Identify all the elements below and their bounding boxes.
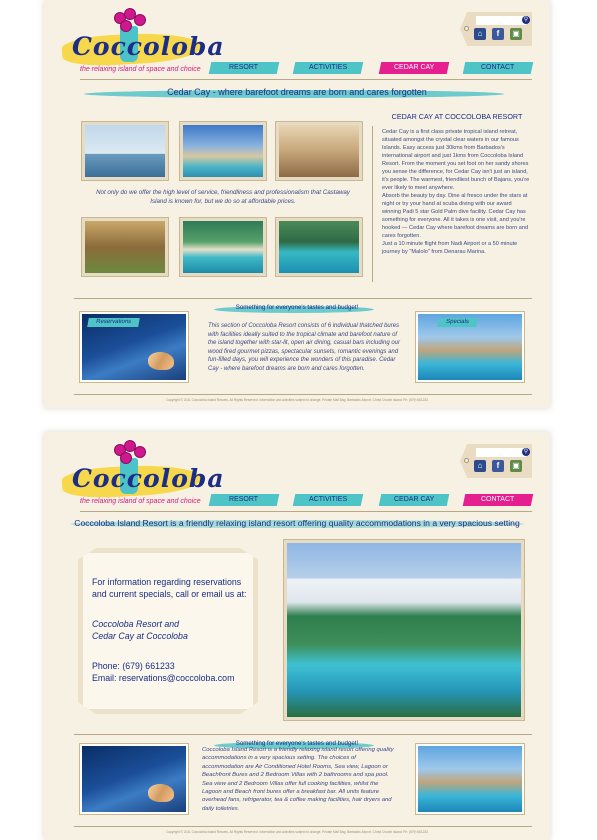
- nav-divider: [80, 79, 532, 80]
- sidebar-divider: [372, 126, 373, 282]
- search-icon[interactable]: ⚲: [523, 449, 529, 455]
- camera-icon[interactable]: ▣: [510, 460, 522, 472]
- facebook-icon[interactable]: f: [492, 28, 504, 40]
- search-icon[interactable]: ⚲: [523, 17, 529, 23]
- nav-contact[interactable]: CONTACT: [463, 62, 534, 74]
- something-title: Something for everyone's tastes and budget!: [235, 304, 359, 311]
- footer-divider: [74, 826, 532, 827]
- photo-hotel[interactable]: [180, 122, 266, 180]
- nav-resort[interactable]: RESORT: [209, 494, 280, 506]
- about-paragraph: Just a 10 minute flight from Nadi Airport or a 50 minute journey by "Malolo" from Denarau Marina.: [382, 241, 518, 255]
- promo-text: This section of Coccoloba Resort consists of 6 individual thatched bures with facilities ideally suited to the tropical climate and barefoot nature of the island together with star-lit, open air dining, casual bars including our wood fired gourmet pizzas, spectacular sunsets, romantic evenings and fun-filled days, you will experience the wonders of this paradise. Cedar Cay - where barefoot dreams are born and cares forgotten.: [208, 323, 400, 372]
- page-title: Coccoloba Island Resort is a friendly relaxing island resort offering quality accommodations in a very spacious setting: [74, 518, 520, 528]
- nav-contact[interactable]: CONTACT: [463, 494, 534, 506]
- tagline: the relaxing island of space and choice: [80, 498, 201, 505]
- tag-hole: [464, 26, 469, 31]
- something-title: Something for everyone's tastes and budget!: [235, 740, 359, 747]
- home-icon[interactable]: ⌂: [474, 460, 486, 472]
- contact-name: Coccoloba Resort and: [92, 619, 180, 629]
- page-title: Cedar Cay - where barefoot dreams are born and cares forgotten: [167, 87, 427, 97]
- resort-photo: [284, 540, 524, 720]
- contact-page-mockup: [44, 432, 550, 840]
- contact-intro: For information regarding reservations: [92, 577, 242, 587]
- nav-cedar-cay[interactable]: CEDAR CAY: [379, 62, 450, 74]
- flower-icon: [120, 452, 132, 464]
- logo[interactable]: Coccoloba: [72, 464, 225, 493]
- contact-email[interactable]: Email: reservations@coccoloba.com: [92, 673, 235, 683]
- contact-intro: and current specials, call or email us at:: [92, 589, 247, 599]
- footer: Copyright © 2011 Coccoloba Island Resorts. All Rights Reserved. Information and activities subject to change. Private Mail Bag, Barbados Airport, Christ Church Island. Ph: (679) 661233: [166, 398, 428, 402]
- footer: Copyright © 2011 Coccoloba Island Resorts. All Rights Reserved. Information and activities subject to change. Private Mail Bag, Barbados Airport, Christ Church Island. Ph: (679) 661233: [166, 830, 428, 834]
- reservations-promo[interactable]: [80, 744, 188, 814]
- flower-icon: [134, 446, 146, 458]
- about-paragraph: Cedar Cay is a first class private tropical island retreat, situated amongst the crystal clear waters in our famous Islands. Easy access just 30kms from Barbados's international airport and just 1kms from Coccoloba Island Resort. From the moment you set foot on her sandy shores you sense the difference, for Cedar Cay isn't just an island, it's people. The warmest, friendliest bunch of Bajans, you're ever likely to meet anywhere.: [382, 129, 530, 191]
- promo-text: Coccoloba Island Resort is a friendly relaxing island resort offering quality accommodations in a very spacious setting. The choices of accommodation are Air Conditioned Hotel Rooms, Sea view, Lagoon or Beachfront Bures and 2 Bedroom Villas with 2 bathrooms and spa pool. Sea view and 2 Bedroom Villas offer full cooking facilities, whilst the Lagoon and Beach front bures offer a breakfast bar. All units feature overhead fans, refrigerator, tea & coffee making facilities, hair dryers and daily toiletries.: [202, 747, 394, 812]
- facebook-icon[interactable]: f: [492, 460, 504, 472]
- shell-icon: [148, 784, 174, 802]
- section-divider: [74, 298, 532, 299]
- photo-yacht[interactable]: [82, 122, 168, 180]
- nav-cedar-cay[interactable]: CEDAR CAY: [379, 494, 450, 506]
- photo-room[interactable]: [82, 218, 168, 276]
- specials-promo[interactable]: [416, 744, 524, 814]
- photo-aerial[interactable]: [180, 218, 266, 276]
- shell-icon: [148, 352, 174, 370]
- about-paragraph: Absorb the beauty by day. Dine al fresco under the stars at night or try your hand at scuba diving with our award winning Padi 5 star Gold Palm dive facility. Cedar Cay has something for everyone. All it takes is one visit, and you're hooked — Cedar Cay where barefoot dreams are born and cares forgotten.: [382, 193, 529, 239]
- contact-phone[interactable]: Phone: (679) 661233: [92, 661, 175, 671]
- specials-label: Specials: [437, 318, 477, 327]
- nav-divider: [80, 511, 532, 512]
- gallery-caption: Not only do we offer the high level of service, friendliness and professionalism that Castaway Island is known for, but we do so at affordable prices.: [96, 189, 350, 205]
- cedar-cay-page-mockup: [44, 0, 550, 408]
- specials-promo[interactable]: [416, 312, 524, 382]
- reservations-promo[interactable]: [80, 312, 188, 382]
- footer-divider: [74, 394, 532, 395]
- section-divider: [74, 734, 532, 735]
- contact-name: Cedar Cay at Coccoloba: [92, 631, 188, 641]
- photo-bay[interactable]: [276, 218, 362, 276]
- reservations-label: Reservations: [87, 318, 140, 327]
- tagline: the relaxing island of space and choice: [80, 66, 201, 73]
- search-input[interactable]: [476, 16, 526, 25]
- about-body: [382, 128, 532, 256]
- flower-icon: [134, 14, 146, 26]
- nav-activities[interactable]: ACTIVITIES: [293, 62, 364, 74]
- nav-resort[interactable]: RESORT: [209, 62, 280, 74]
- about-title: CEDAR CAY AT COCCOLOBA RESORT: [391, 112, 523, 121]
- tag-hole: [464, 458, 469, 463]
- search-input[interactable]: [476, 448, 526, 457]
- home-icon[interactable]: ⌂: [474, 28, 486, 40]
- flower-icon: [120, 20, 132, 32]
- nav-activities[interactable]: ACTIVITIES: [293, 494, 364, 506]
- logo[interactable]: Coccoloba: [72, 32, 225, 61]
- photo-lobby[interactable]: [276, 122, 362, 180]
- camera-icon[interactable]: ▣: [510, 28, 522, 40]
